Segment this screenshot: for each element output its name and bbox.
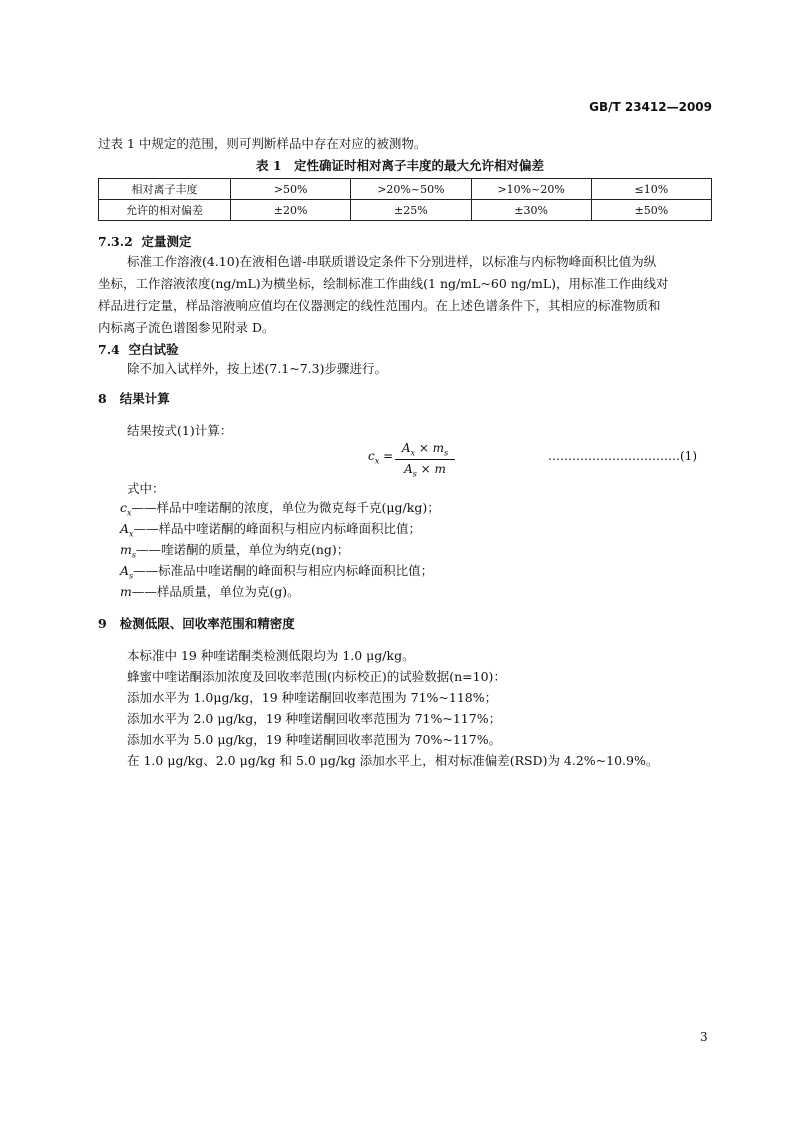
formula-numerator: $A_x \times m_s$ xyxy=(395,441,455,460)
paragraph-line: 添加水平为 1.0μg/kg，19 种喹诺酮回收率范围为 71%~118%； xyxy=(127,690,498,705)
table-cell: >10%~20% xyxy=(471,179,591,200)
table-cell: >20%~50% xyxy=(351,179,471,200)
table-cell: 允许的相对偏差 xyxy=(99,200,231,221)
section-title: 空白试验 xyxy=(128,342,179,357)
where-label: 式中： xyxy=(127,481,165,496)
section-heading-8 xyxy=(98,389,170,409)
table-row xyxy=(99,179,712,200)
table-cell: ±20% xyxy=(231,200,351,221)
intro-line: 过表 1 中规定的范围，则可判断样品中存在对应的被测物。 xyxy=(98,136,427,151)
paragraph-line: 蜂蜜中喹诺酮添加浓度及回收率范围(内标校正)的试验数据(n=10)： xyxy=(127,669,506,684)
section-title: 定量测定 xyxy=(141,234,192,249)
definition-item: $c_x——$样品中喹诺酮的浓度，单位为微克每千克(μg/kg)； xyxy=(120,500,440,518)
section-number: 9 xyxy=(98,616,107,631)
section-heading-7-4 xyxy=(98,340,178,360)
definition-item: $A_s——$标准品中喹诺酮的峰面积与相应内标峰面积比值； xyxy=(120,563,434,581)
section-title: 结果计算 xyxy=(119,391,170,406)
formula-denominator: $A_s \times m$ xyxy=(404,462,446,479)
paragraph-line: 样品进行定量，样品溶液响应值均在仪器测定的线性范围内。在上述色谱条件下，其相应的标准物质和 xyxy=(98,298,661,313)
paragraph-line: 在 1.0 μg/kg、2.0 μg/kg 和 5.0 μg/kg 添加水平上，相对标准偏差(RSD)为 4.2%~10.9%。 xyxy=(127,753,659,768)
table-cell: ±50% xyxy=(591,200,711,221)
definition-item: $A_x——$样品中喹诺酮的峰面积与相应内标峰面积比值； xyxy=(120,521,422,539)
equation-number: ……………………………(1) xyxy=(548,449,697,463)
table-cell: ±25% xyxy=(351,200,471,221)
tolerance-table xyxy=(98,178,712,221)
section-number: 8 xyxy=(98,391,107,406)
paragraph-line: 坐标，工作溶液浓度(ng/mL)为横坐标，绘制标准工作曲线(1 ng/mL~60 ng/mL)，用标准工作曲线对 xyxy=(98,276,669,291)
definition-item: m——样品质量，单位为克(g)。 xyxy=(120,584,300,599)
section-number: 7.4 xyxy=(98,342,120,357)
paragraph-line: 添加水平为 5.0 μg/kg，19 种喹诺酮回收率范围为 70%~117%。 xyxy=(127,732,502,747)
paragraph-line: 标准工作溶液(4.10)在液相色谱-串联质谱设定条件下分别进样，以标准与内标物峰面积比值为纵 xyxy=(127,254,657,269)
formula-lead: 结果按式(1)计算： xyxy=(127,423,233,438)
table-cell: 相对离子丰度 xyxy=(99,179,231,200)
table-cell: ±30% xyxy=(471,200,591,221)
section-number: 7.3.2 xyxy=(98,234,133,249)
section-heading-9 xyxy=(98,614,295,634)
formula-fraction xyxy=(395,441,455,479)
page-number: 3 xyxy=(700,1030,708,1044)
table-row xyxy=(99,200,712,221)
definition-item: $m_s——$喹诺酮的质量，单位为纳克(ng)； xyxy=(120,542,350,560)
paragraph-line: 添加水平为 2.0 μg/kg，19 种喹诺酮回收率范围为 71%~117%； xyxy=(127,711,502,726)
table-cell: ≤10% xyxy=(591,179,711,200)
formula-lhs: $c_x$ = xyxy=(368,449,394,466)
paragraph-line: 本标准中 19 种喹诺酮类检测低限均为 1.0 μg/kg。 xyxy=(127,648,415,663)
paragraph-line: 除不加入试样外，按上述(7.1~7.3)步骤进行。 xyxy=(127,361,387,376)
paragraph-line: 内标离子流色谱图参见附录 D。 xyxy=(98,320,275,335)
section-title: 检测低限、回收率范围和精密度 xyxy=(119,616,295,631)
table-cell: >50% xyxy=(231,179,351,200)
section-heading-7-3-2 xyxy=(98,232,192,252)
standard-code: GB/T 23412—2009 xyxy=(589,100,712,114)
table-caption: 表 1 定性确证时相对离子丰度的最大允许相对偏差 xyxy=(255,158,545,173)
